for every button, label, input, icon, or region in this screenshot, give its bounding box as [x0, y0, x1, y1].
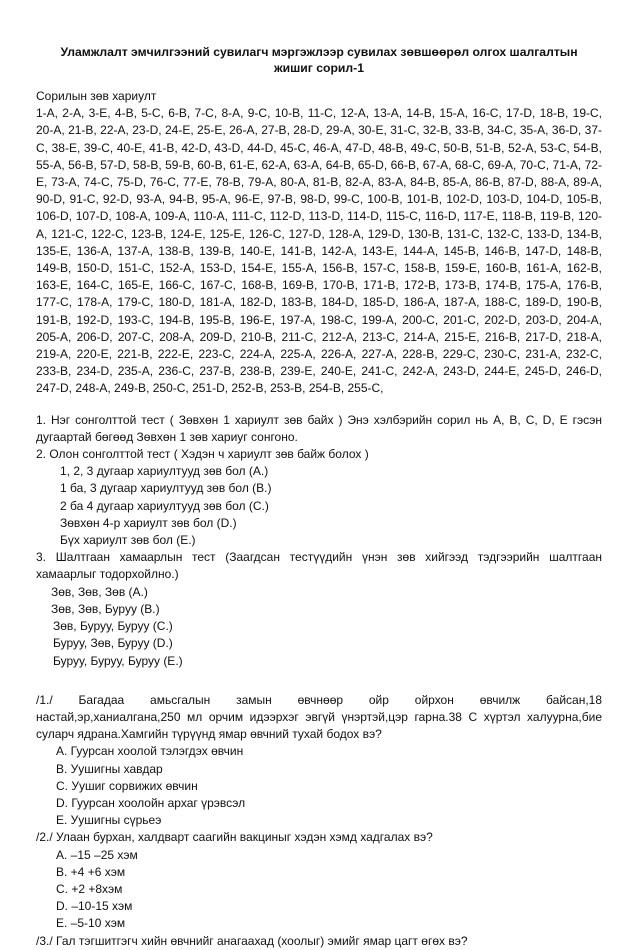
question-2-text: /2./ Улаан бурхан, халдварт саагийн вакциныг хэдэн хэмд хадгалах вэ? [36, 830, 433, 845]
instruction-1: 1. Нэг сонголттой тест ( Зөвхөн 1 хариулт зөв байх ) Энэ хэлбэрийн сорил нь A, B, C, D, E гэсэн дугаартай бөгөөд Зөвхөн 1 зөв хариуг сонгоно. [36, 412, 602, 444]
question-2-option: D. –10-15 хэм [56, 899, 133, 914]
question-2-option: B. +4 +6 хэм [56, 864, 126, 879]
instruction-3-option: Зөв, Зөв, Зөв (A.) [51, 584, 148, 599]
instruction-2-heading: 2. Олон сонголттой тест ( Хэдэн ч хариулт зөв байж болох ) [36, 447, 369, 462]
instruction-2-option: 1 ба, 3 дугаар хариултууд зөв бол (B.) [60, 481, 272, 496]
instruction-2-option: 2 ба 4 дугаар хариултууд зөв бол (C.) [60, 498, 269, 513]
instruction-2-option: 1, 2, 3 дугаар хариултууд зөв бол (A.) [60, 464, 269, 479]
question-1-option: C. Уушиг сорвижих өвчин [56, 778, 198, 793]
answer-key: 1-A, 2-A, 3-E, 4-B, 5-C, 6-B, 7-C, 8-A, 9-C, 10-B, 11-C, 12-A, 13-A, 14-B, 15-A, 16-C, 17-D, 18-B, 19-C, 20-A, 21-B, 22-A, 23-D, 24-E, 25-E, 26-A, 27-B, 28-D, 29-A, 30-E, 31-C, 32-B, 33-B, 34-C, 35-A, 36-D, 37-C, 38-E, 39-C, 40-E, 41-B, 42-D, 43-D, 44-D, 45-C, 46-A, 47-D, 48-B, 49-C, 50-B, 51-B, 52-A, 53-C, 54-B, 55-A, 56-B, 57-D, 58-B, 59-B, 60-B, 61-E, 62-A, 63-A, 64-B, 65-D, 66-B, 67-A, 68-C, 69-A, 70-C, 71-A, 72-E, 73-A, 74-C, 75-D, 76-C, 77-E, 78-B, 79-A, 80-A, 81-B, 82-A, 83-A, 84-B, 85-A, 86-B, 87-D, 88-A, 89-A, 90-D, 91-C, 92-D, 93-A, 94-B, 95-A, 96-E, 97-B, 98-D, 99-C, 100-B, 101-B, 102-D, 103-D, 104-D, 105-B, 106-D, 107-D, 108-A, 109-A, 110-A, 111-C, 112-D, 113-D, 114-D, 115-C, 116-D, 117-E, 118-B, 119-B, 120-A, 121-C, 122-C, 123-B, 124-E, 125-E, 126-C, 127-D, 128-A, 129-D, 130-B, 131-C, 132-C, 133-D, 134-B, 135-E, 136-A, 137-A, 138-B, 139-B, 140-E, 141-B, 142-A, 143-E, 144-A, 145-B, 146-B, 147-D, 148-B, 149-B, 150-D, 151-C, 152-A, 153-D, 154-E, 155-A, 156-B, 157-C, 158-B, 159-E, 160-B, 161-A, 162-B, 163-E, 164-C, 165-E, 166-C, 167-C, 168-B, 169-B, 170-B, 171-B, 172-B, 173-B, 174-B, 175-A, 176-B, 177-C, 178-A, 179-C, 180-D, 181-A, 182-D, 183-B, 184-D, 185-D, 186-A, 187-A, 188-C, 189-D, 190-B, 191-B, 192-D, 193-C, 194-B, 195-B, 196-E, 197-A, 198-C, 199-A, 200-C, 201-C, 202-D, 203-D, 204-A, 205-A, 206-D, 207-C, 208-A, 209-D, 210-B, 211-C, 212-A, 213-C, 214-A, 215-E, 216-B, 217-D, 218-A, 219-A, 220-E, 221-B, 222-E, 223-C, 224-A, 225-A, 226-A, 227-A, 228-B, 229-C, 230-C, 231-A, 232-C, 233-B, 234-D, 235-A, 236-C, 237-B, 238-B, 239-E, 240-E, 241-C, 242-A, 243-D, 244-E, 245-D, 246-D, 247-D, 248-A, 249-B, 250-C, 251-D, 252-B, 253-B, 254-B, 255-C, [36, 106, 602, 396]
instruction-2-option: Бүх хариулт зөв бол (E.) [60, 533, 196, 548]
answers-heading: Сорилын зөв хариулт [36, 89, 157, 103]
instruction-2-option: Зөвхөн 4-р хариулт зөв бол (D.) [60, 515, 237, 530]
instruction-3-heading: 3. Шалтгаан хамаарлын тест (Заагдсан тестүүдийн үнэн зөв хийгээд тэдгээрийн шалтгаан хамаарлыг тодорхойлно.) [36, 550, 602, 582]
question-2-option: C. +2 +8хэм [56, 881, 123, 896]
question-1-option: A. Гуурсан хоолой тэлэгдэх өвчин [56, 744, 244, 759]
instruction-3-option: Буруу, Зөв, Буруу (D.) [53, 636, 173, 651]
document-title: Уламжлалт эмчилгээний сувилагч мэргэжлээр сувилах зөвшөөрөл олгох шалгалтын жишиг сорил-1 [60, 45, 578, 75]
instructions [36, 412, 602, 670]
question-1-option: B. Уушигны хавдар [56, 761, 163, 776]
question-2-option: E. –5-10 хэм [56, 916, 126, 931]
question-1-line1: /1./ Багадаа амьсгалын замын өвчнөөр ойр ойрхон өвчилж байсан,18 [36, 692, 602, 707]
instruction-3-option: Буруу, Буруу, Буруу (E.) [53, 653, 183, 668]
instruction-3-option: Зөв, Буруу, Буруу (C.) [53, 619, 173, 634]
instruction-3-option: Зөв, Зөв, Буруу (B.) [51, 601, 160, 616]
questions [36, 692, 602, 950]
question-3-text: /3./ Гал тэгшитгэгч хийн өвчнийг анагаахад (хоолыг) эмийг ямар цагт өгөх вэ? [36, 933, 468, 948]
question-1-option: E. Уушигны сүрьеэ [56, 813, 162, 828]
question-2-option: A. –15 –25 хэм [56, 847, 138, 862]
question-1-option: D. Гуурсан хоолойн архаг үрэвсэл [56, 795, 246, 810]
question-1-text: настай,эр,ханиалгана,250 мл орчим идээрхэг эвгүй үнэртэй,цэр гарна.38 С хүртэл халуурна,бие суларч ядрана.Хамгийн түрүүнд ямар өвчний тухай бодох вэ? [36, 709, 602, 742]
